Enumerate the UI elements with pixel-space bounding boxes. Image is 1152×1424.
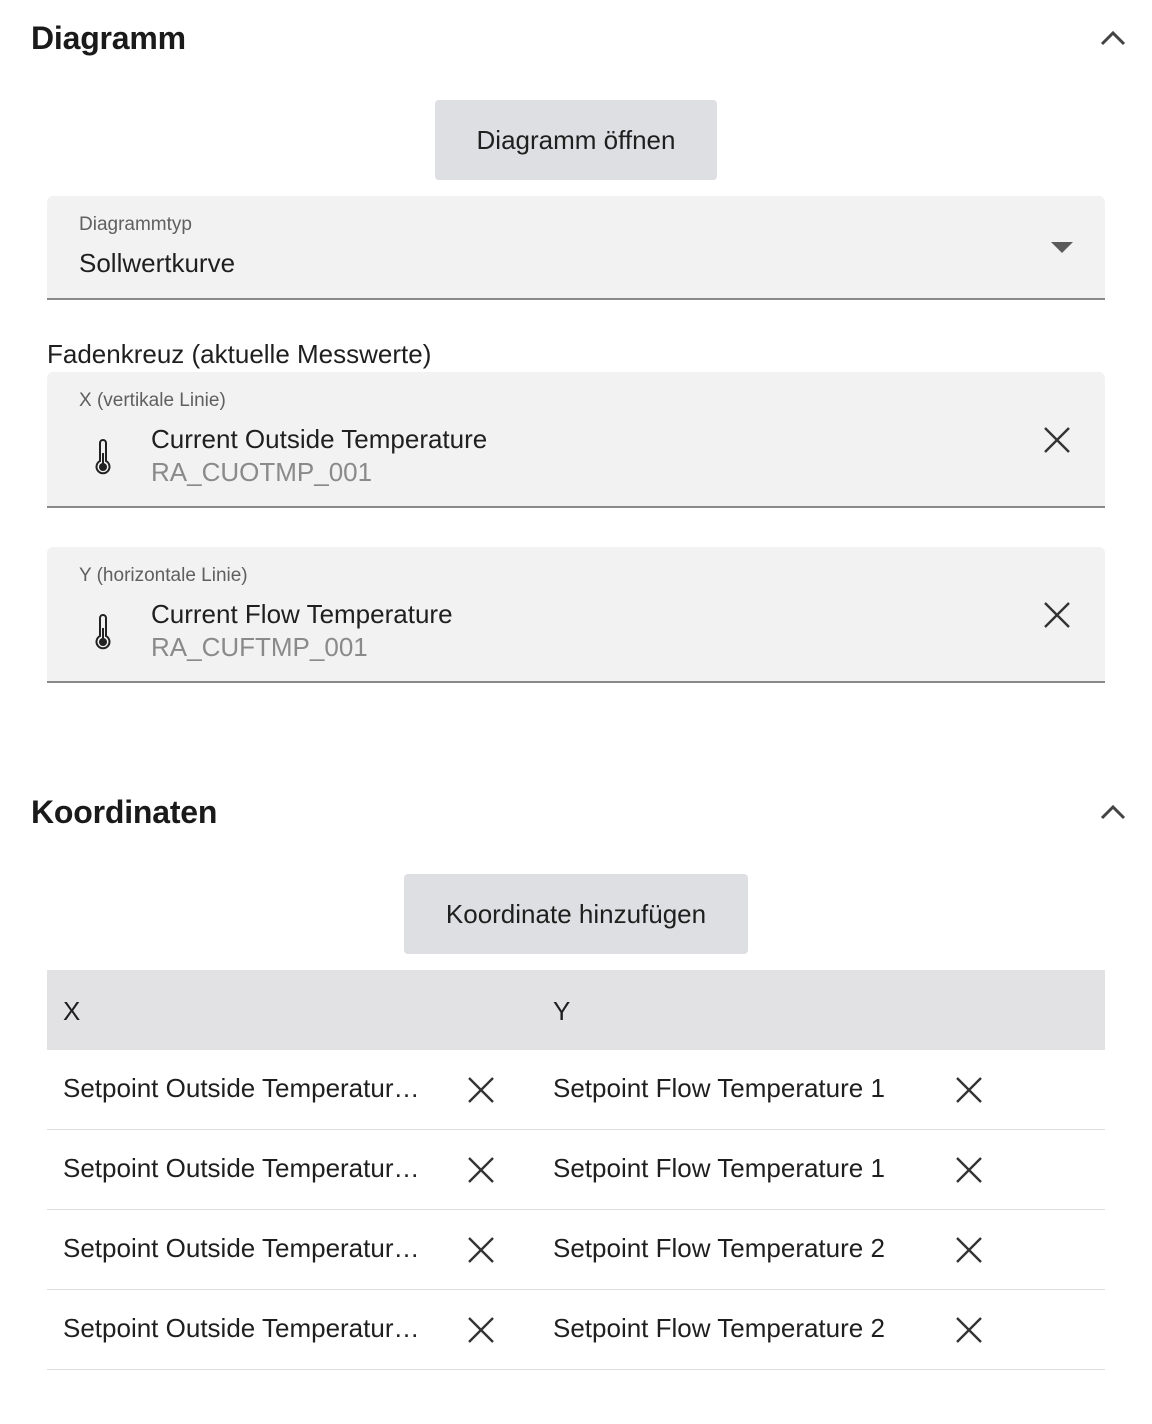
table-row [47,1130,1105,1210]
crosshair-label: Fadenkreuz (aktuelle Messwerte) [47,339,432,369]
remove-y-icon[interactable] [953,1314,985,1346]
remove-x-icon[interactable] [465,1234,497,1266]
table-row [47,1290,1105,1370]
remove-y-icon[interactable] [953,1074,985,1106]
remove-y-icon[interactable] [953,1234,985,1266]
dropdown-arrow-icon[interactable] [1051,242,1073,253]
table-row [47,1050,1105,1130]
clear-y-icon[interactable] [1041,599,1073,631]
crosshair-y-label: Y (horizontale Linie) [79,565,248,586]
crosshair-y-sensor-id: RA_CUFTMP_001 [151,632,368,662]
table-row [47,1210,1105,1290]
cell-y-value[interactable]: Setpoint Flow Temperature 2 [553,1313,885,1343]
remove-x-icon[interactable] [465,1314,497,1346]
cell-x-value[interactable]: Setpoint Outside Temperatur… [63,1313,420,1343]
chart-type-label: Diagrammtyp [79,214,192,235]
remove-x-icon[interactable] [465,1074,497,1106]
crosshair-x-sensor-name: Current Outside Temperature [151,424,488,454]
thermometer-icon [91,614,115,650]
chart-type-value: Sollwertkurve [79,248,236,278]
crosshair-x-label: X (vertikale Linie) [79,390,226,411]
coordinates-section-title: Koordinaten [31,794,218,830]
cell-x-value[interactable]: Setpoint Outside Temperatur… [63,1073,420,1103]
cell-y-value[interactable]: Setpoint Flow Temperature 2 [553,1233,885,1263]
cell-y-value[interactable]: Setpoint Flow Temperature 1 [553,1153,885,1183]
crosshair-y-sensor-name: Current Flow Temperature [151,599,453,629]
thermometer-icon [91,439,115,475]
crosshair-x-sensor-id: RA_CUOTMP_001 [151,457,373,487]
add-coordinate-button[interactable]: Koordinate hinzufügen [404,874,748,954]
clear-x-icon[interactable] [1041,424,1073,456]
collapse-chevron-up-icon[interactable] [1099,28,1127,48]
remove-y-icon[interactable] [953,1154,985,1186]
diagram-section-title: Diagramm [31,20,186,56]
chart-type-select[interactable] [47,196,1105,300]
column-header-y: Y [553,996,571,1026]
column-header-x: X [63,996,81,1026]
cell-x-value[interactable]: Setpoint Outside Temperatur… [63,1153,420,1183]
collapse-chevron-up-icon[interactable] [1099,802,1127,822]
crosshair-x-field[interactable] [47,372,1105,508]
remove-x-icon[interactable] [465,1154,497,1186]
table-header [47,970,1105,1050]
crosshair-y-field[interactable] [47,547,1105,683]
cell-x-value[interactable]: Setpoint Outside Temperatur… [63,1233,420,1263]
cell-y-value[interactable]: Setpoint Flow Temperature 1 [553,1073,885,1103]
coordinates-table [47,970,1105,1370]
open-diagram-button[interactable]: Diagramm öffnen [435,100,717,180]
